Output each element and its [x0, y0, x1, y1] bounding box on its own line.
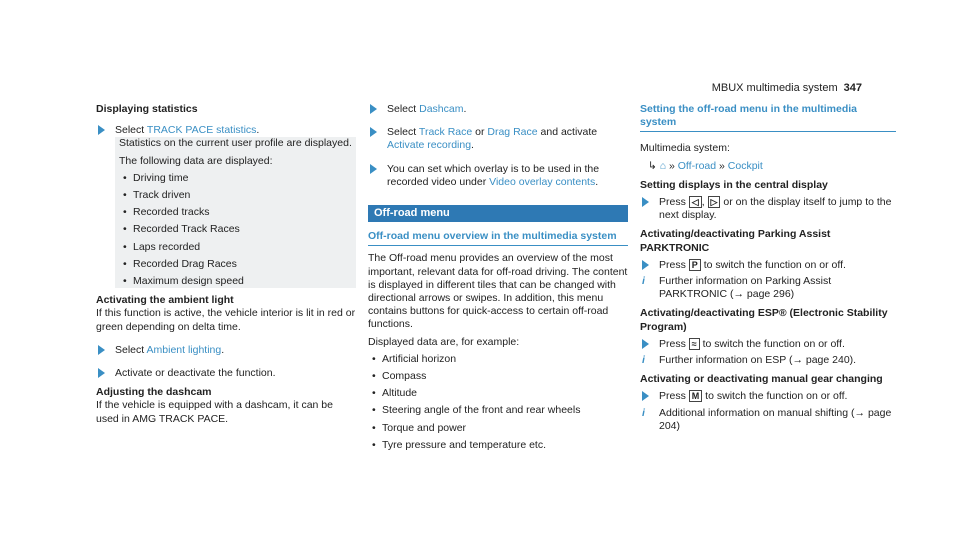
list-item: • Recorded Drag Races	[119, 258, 356, 271]
return-arrow-icon: ↳	[648, 159, 657, 172]
arrow-icon	[370, 104, 377, 114]
ambient-text: If this function is active, the vehicle interior is lit in red or green depending on delta time.	[96, 307, 356, 333]
step-text: Select	[115, 343, 147, 356]
step-text: Press	[659, 337, 689, 350]
subheading-offroad-overview: Off-road menu overview in the multimedia system	[368, 230, 628, 246]
step-text: .	[471, 139, 474, 152]
list-item: • Driving time	[119, 172, 356, 185]
offroad-paragraph: The Off-road menu provides an overview of the most important, relevant data for off-road driving. The content is displayed in different tiles that can be changed with directional arrows or swipes. In addition, this menu contains buttons for quick-access to certain off-road functions.	[368, 252, 628, 331]
step-press-esp	[640, 338, 896, 351]
path-offroad[interactable]: Off-road	[677, 159, 717, 172]
chevron-icon: »	[719, 159, 725, 172]
menu-path	[640, 160, 896, 173]
list-item: • Laps recorded	[119, 241, 356, 254]
home-icon[interactable]: ⌂	[659, 159, 667, 172]
link-drag-race[interactable]: Drag Race	[487, 126, 538, 139]
step-press-parktronic	[640, 259, 896, 272]
step-text: Select	[387, 126, 419, 139]
arrow-icon	[642, 391, 649, 401]
offroad-paragraph-2: Displayed data are, for example:	[368, 335, 520, 348]
step-text: to switch the function on or off.	[702, 390, 848, 403]
link-video-overlay[interactable]: Video overlay contents	[489, 175, 596, 188]
list-item: • Torque and power	[368, 422, 628, 435]
step-text: Select	[387, 103, 420, 115]
info-icon: i	[642, 406, 645, 419]
heading-line: Activating/deactivating ESP® (Electronic Stability	[640, 307, 888, 320]
heading-esp	[640, 307, 896, 333]
step-select-race	[368, 126, 628, 152]
info-icon: i	[642, 354, 645, 367]
list-item: • Artificial horizon	[368, 353, 628, 366]
list-item: • Steering angle of the front and rear wheels	[368, 404, 628, 417]
arrow-icon	[370, 164, 377, 174]
dashcam-text: If the vehicle is equipped with a dashcam, it can be used in AMG TRACK PACE.	[96, 399, 333, 425]
link-activate-recording[interactable]: Activate recording	[387, 139, 472, 152]
step-overlay	[368, 163, 628, 189]
step-text: ,	[701, 196, 708, 209]
esp-off-key-icon[interactable]: ≈	[689, 338, 700, 350]
chevron-icon: »	[669, 159, 675, 172]
info-text: Additional information on manual shifting (→ page 204)	[659, 406, 892, 432]
step-select-ambient	[96, 344, 356, 357]
info-parking	[640, 275, 896, 301]
heading-line: Program)	[640, 320, 687, 333]
column-1	[96, 103, 356, 426]
step-text: You can set which overlay is to be used in the recorded video under	[387, 162, 600, 188]
step-detail	[115, 137, 356, 288]
info-text: Further information on ESP (→ page 240).	[659, 354, 857, 367]
step-text: or	[472, 126, 488, 139]
column-3	[640, 103, 896, 433]
step-text: Press	[659, 390, 689, 403]
step-text: Select	[115, 124, 147, 137]
link-track-race[interactable]: Track Race	[418, 126, 473, 139]
step-text: to switch the function on or off.	[700, 258, 846, 271]
step-activate	[96, 367, 356, 380]
list-item: • Compass	[368, 370, 628, 383]
subheading-setting-offroad: Setting the off-road menu in the multimedia system	[640, 103, 896, 132]
link-ambient-lighting[interactable]: Ambient lighting	[146, 343, 222, 356]
heading-dashcam: Adjusting the dashcam	[96, 386, 212, 399]
list-item: • Recorded Track Races	[119, 223, 356, 236]
step-text: .	[221, 343, 225, 356]
info-esp	[640, 354, 896, 367]
info-icon: i	[642, 275, 645, 288]
detail-text: Statistics on the current user profile are displayed.	[119, 137, 352, 150]
arrow-icon	[98, 345, 105, 355]
left-key-icon[interactable]: ◁	[689, 196, 702, 208]
heading-setting-displays: Setting displays in the central display	[640, 178, 828, 191]
step-text: Press	[659, 258, 689, 271]
link-track-pace-statistics[interactable]: TRACK PACE statistics	[146, 124, 257, 137]
arrow-icon	[642, 197, 649, 207]
manual-key-icon[interactable]: M	[689, 390, 703, 402]
info-text: Further information on Parking Assist PARKTRONIC (→ page 296)	[659, 275, 832, 301]
arrow-icon	[642, 260, 649, 270]
section-offroad-menu: Off-road menu	[368, 205, 628, 222]
list-item: • Tyre pressure and temperature etc.	[368, 439, 628, 452]
arrow-icon	[98, 368, 105, 378]
heading-manual-gear: Activating or deactivating manual gear changing	[640, 373, 883, 386]
heading-line: PARKTRONIC	[640, 241, 710, 254]
header-title: MBUX multimedia system	[711, 82, 838, 94]
step-text: Press	[659, 196, 689, 209]
heading-ambient-light: Activating the ambient light	[96, 294, 234, 307]
step-text: .	[595, 175, 599, 188]
arrow-icon	[642, 339, 649, 349]
step-text: and activate	[537, 126, 598, 139]
heading-parking-assist	[640, 228, 896, 254]
info-manual	[640, 407, 896, 433]
step-press-arrows	[640, 196, 896, 222]
step-text: Activate or deactivate the function.	[115, 367, 276, 380]
detail-text: The following data are displayed:	[119, 154, 273, 167]
list-item: • Track driven	[119, 189, 356, 202]
list-item: • Maximum design speed	[119, 275, 356, 288]
step-select-dashcam	[368, 103, 628, 116]
step-select-statistics	[96, 124, 356, 288]
arrow-icon	[98, 125, 105, 135]
step-text: .	[256, 124, 260, 137]
right-key-icon[interactable]: ▷	[708, 196, 721, 208]
step-text: to switch the function on or off.	[699, 337, 845, 350]
list-item: • Recorded tracks	[119, 206, 356, 219]
step-text: .	[463, 103, 467, 115]
multimedia-label: Multimedia system:	[640, 142, 730, 155]
arrow-icon	[370, 127, 377, 137]
list-item: • Altitude	[368, 387, 628, 400]
link-dashcam[interactable]: Dashcam	[419, 103, 464, 115]
heading-line: Activating/deactivating Parking Assist	[640, 228, 831, 241]
step-press-manual	[640, 390, 896, 403]
column-2	[368, 103, 628, 452]
heading-displaying-statistics: Displaying statistics	[96, 103, 198, 115]
parking-key-icon[interactable]: P	[689, 259, 701, 271]
path-cockpit[interactable]: Cockpit	[727, 159, 763, 172]
page-header	[712, 82, 862, 95]
step-text: or on the display itself to jump to the next display.	[659, 196, 892, 222]
page-number: 347	[843, 82, 862, 94]
